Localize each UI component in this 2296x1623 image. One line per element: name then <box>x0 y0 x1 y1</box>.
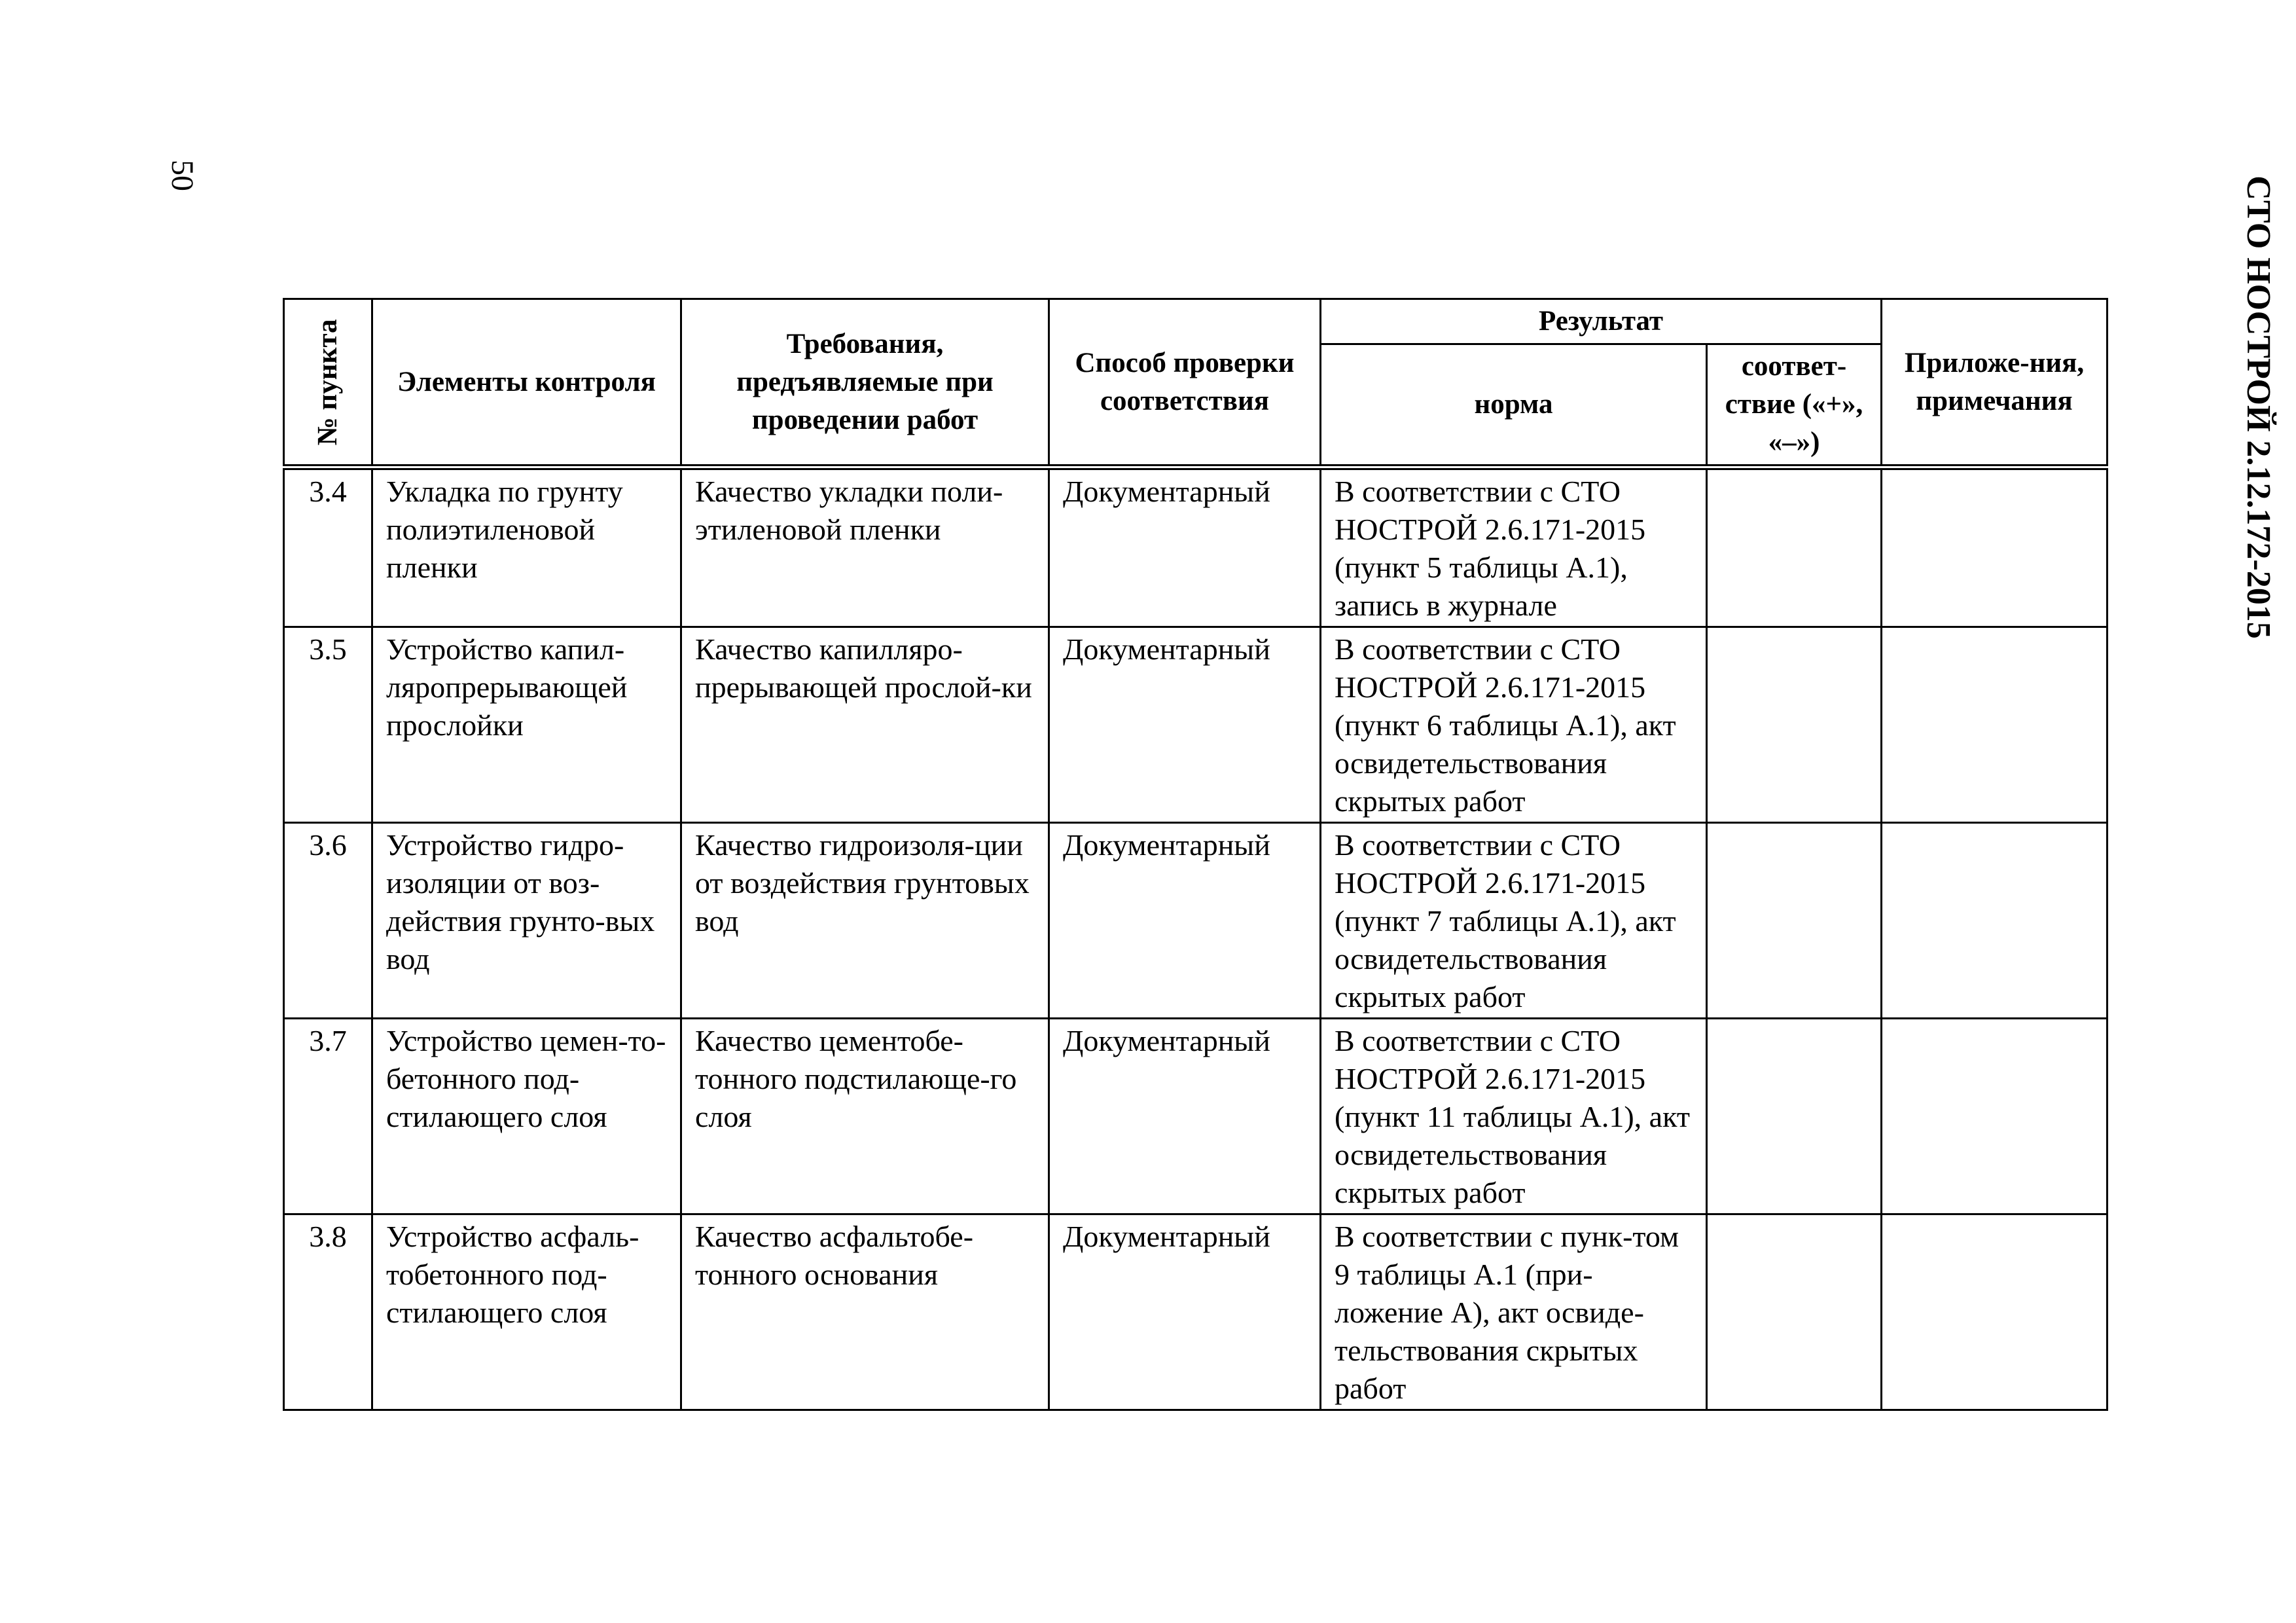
cell-method: Документарный <box>1049 627 1321 823</box>
cell-method: Документарный <box>1049 467 1321 627</box>
cell-norm: В соответствии с пунк-том 9 таблицы А.1 (при-ложение А), акт освиде-тельствования скрытых работ <box>1321 1214 1707 1410</box>
cell-norm: В соответствии с СТО НОСТРОЙ 2.6.171-2015 (пункт 11 таблицы А.1), акт освидетельствования скрытых работ <box>1321 1019 1707 1214</box>
cell-notes <box>1882 627 2108 823</box>
header-method: Способ проверки соответствия <box>1049 299 1321 467</box>
header-notes: Приложе-ния, примечания <box>1882 299 2108 467</box>
cell-method: Документарный <box>1049 1214 1321 1410</box>
cell-number: 3.6 <box>284 823 372 1019</box>
cell-number: 3.5 <box>284 627 372 823</box>
cell-method: Документарный <box>1049 823 1321 1019</box>
table-row <box>284 627 2108 823</box>
cell-element: Устройство гидро-изоляции от воз-действия грунто-вых вод <box>372 823 681 1019</box>
cell-number: 3.7 <box>284 1019 372 1214</box>
table-body <box>284 467 2108 1410</box>
document-code: СТО НОСТРОЙ 2.12.172-2015 <box>2240 175 2277 639</box>
cell-compliance <box>1707 823 1882 1019</box>
cell-notes <box>1882 467 2108 627</box>
cell-requirement: Качество укладки поли-этиленовой пленки <box>681 467 1049 627</box>
page-number: 50 <box>165 160 200 191</box>
cell-norm: В соответствии с СТО НОСТРОЙ 2.6.171-2015 (пункт 6 таблицы А.1), акт освидетельствования скрытых работ <box>1321 627 1707 823</box>
header-result: Результат <box>1321 299 1882 344</box>
cell-compliance <box>1707 467 1882 627</box>
cell-method: Документарный <box>1049 1019 1321 1214</box>
cell-norm: В соответствии с СТО НОСТРОЙ 2.6.171-2015 (пункт 7 таблицы А.1), акт освидетельствования скрытых работ <box>1321 823 1707 1019</box>
cell-requirement: Качество гидроизоля-ции от воздействия грунтовых вод <box>681 823 1049 1019</box>
cell-compliance <box>1707 1214 1882 1410</box>
table-row <box>284 823 2108 1019</box>
header-number <box>284 299 372 467</box>
cell-number: 3.4 <box>284 467 372 627</box>
header-compliance: соответ-ствие («+», «–») <box>1707 344 1882 467</box>
cell-number: 3.8 <box>284 1214 372 1410</box>
cell-element: Укладка по грунту полиэтиленовой пленки <box>372 467 681 627</box>
cell-notes <box>1882 1019 2108 1214</box>
cell-element: Устройство цемен-то-бетонного под-стилающего слоя <box>372 1019 681 1214</box>
cell-compliance <box>1707 627 1882 823</box>
cell-requirement: Качество капилляро-прерывающей прослой-ки <box>681 627 1049 823</box>
cell-notes <box>1882 823 2108 1019</box>
control-table <box>283 298 2108 1411</box>
cell-notes <box>1882 1214 2108 1410</box>
header-requirements: Требования, предъявляемые при проведении работ <box>681 299 1049 467</box>
cell-norm: В соответствии с СТО НОСТРОЙ 2.6.171-2015 (пункт 5 таблицы А.1), запись в журнале <box>1321 467 1707 627</box>
table-header <box>284 299 2108 467</box>
cell-element: Устройство капил-лярoпрерывающей прослойки <box>372 627 681 823</box>
cell-compliance <box>1707 1019 1882 1214</box>
table-row <box>284 1019 2108 1214</box>
cell-requirement: Качество цементобе-тонного подстилающе-го слоя <box>681 1019 1049 1214</box>
table-row <box>284 1214 2108 1410</box>
header-norm: норма <box>1321 344 1707 467</box>
cell-requirement: Качество асфальтобе-тонного основания <box>681 1214 1049 1410</box>
header-number-text: № пункта <box>312 319 343 445</box>
header-elements: Элементы контроля <box>372 299 681 467</box>
table-row <box>284 467 2108 627</box>
cell-element: Устройство асфаль-тобетонного под-стилающего слоя <box>372 1214 681 1410</box>
